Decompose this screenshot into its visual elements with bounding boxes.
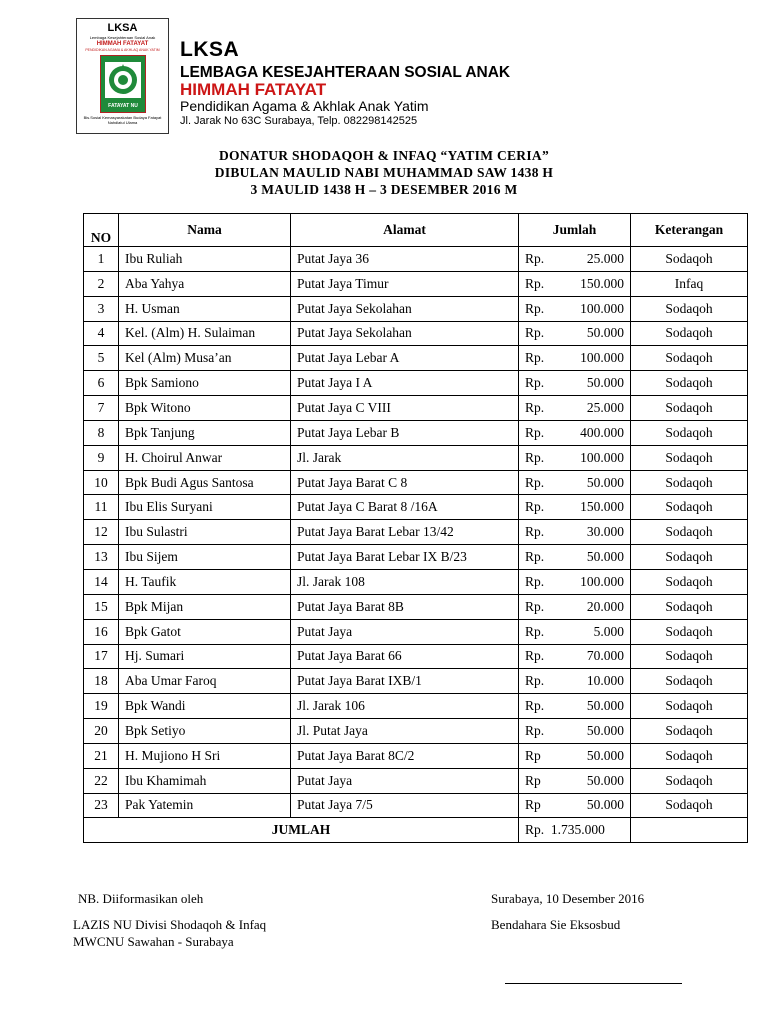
row-currency: Rp. xyxy=(525,722,545,738)
row-keterangan: Sodaqoh xyxy=(631,594,748,619)
row-keterangan: Sodaqoh xyxy=(631,420,748,445)
row-alamat: Putat Jaya C Barat 8 /16A xyxy=(291,495,519,520)
row-alamat: Putat Jaya 36 xyxy=(291,247,519,272)
emblem-label: FATAYAT NU xyxy=(107,103,138,109)
row-keterangan: Sodaqoh xyxy=(631,247,748,272)
row-amount: 150.000 xyxy=(580,275,624,291)
row-amount: 30.000 xyxy=(586,524,624,540)
row-no: 14 xyxy=(84,569,119,594)
row-nama: Ibu Sijem xyxy=(119,545,291,570)
row-amount: 400.000 xyxy=(580,424,624,440)
row-jumlah xyxy=(519,545,631,570)
row-jumlah xyxy=(519,445,631,470)
row-currency: Rp. xyxy=(525,300,545,316)
row-nama: Kel. (Alm) H. Sulaiman xyxy=(119,321,291,346)
row-nama: Aba Umar Faroq xyxy=(119,669,291,694)
row-amount: 50.000 xyxy=(586,698,624,714)
row-currency: Rp. xyxy=(525,573,545,589)
row-alamat: Putat Jaya Lebar B xyxy=(291,420,519,445)
row-jumlah xyxy=(519,495,631,520)
row-nama: Hj. Sumari xyxy=(119,644,291,669)
row-jumlah xyxy=(519,768,631,793)
row-nama: Ibu Khamimah xyxy=(119,768,291,793)
row-currency: Rp. xyxy=(525,524,545,540)
row-jumlah xyxy=(519,420,631,445)
row-amount: 50.000 xyxy=(586,797,624,813)
row-amount: 50.000 xyxy=(586,747,624,763)
row-amount: 100.000 xyxy=(580,300,624,316)
document-date: 3 MAULID 1438 H – 3 DESEMBER 2016 M xyxy=(250,182,518,197)
row-keterangan: Sodaqoh xyxy=(631,346,748,371)
row-nama: Ibu Sulastri xyxy=(119,520,291,545)
row-currency: Rp. xyxy=(525,375,545,391)
row-no: 23 xyxy=(84,793,119,818)
row-no: 11 xyxy=(84,495,119,520)
row-jumlah xyxy=(519,719,631,744)
table-row xyxy=(84,793,748,818)
row-no: 17 xyxy=(84,644,119,669)
row-amount: 70.000 xyxy=(586,648,624,664)
row-no: 9 xyxy=(84,445,119,470)
donor-table xyxy=(83,213,748,843)
row-keterangan: Sodaqoh xyxy=(631,719,748,744)
row-jumlah xyxy=(519,396,631,421)
header-keterangan: Keterangan xyxy=(631,214,748,247)
row-keterangan: Sodaqoh xyxy=(631,371,748,396)
row-alamat: Putat Jaya Timur xyxy=(291,271,519,296)
row-keterangan: Sodaqoh xyxy=(631,644,748,669)
row-jumlah xyxy=(519,644,631,669)
row-jumlah xyxy=(519,296,631,321)
row-currency: Rp. xyxy=(525,549,545,565)
footer-org-line2: MWCNU Sawahan - Surabaya xyxy=(73,934,234,949)
row-amount: 150.000 xyxy=(580,499,624,515)
row-keterangan: Sodaqoh xyxy=(631,619,748,644)
row-amount: 50.000 xyxy=(586,325,624,341)
row-jumlah xyxy=(519,793,631,818)
row-jumlah xyxy=(519,594,631,619)
org-address: Jl. Jarak No 63C Surabaya, Telp. 082298142525 xyxy=(180,115,418,127)
row-keterangan: Sodaqoh xyxy=(631,669,748,694)
total-amount-cell xyxy=(519,818,631,843)
row-nama: Ibu Ruliah xyxy=(119,247,291,272)
row-alamat: Jl. Jarak 106 xyxy=(291,694,519,719)
logo-subtitle: Lembaga Kesejahteraan Sosial Anak xyxy=(89,35,156,40)
document-title: DONATUR SHODAQOH & INFAQ “YATIM CERIA” xyxy=(218,148,550,163)
row-keterangan: Sodaqoh xyxy=(631,520,748,545)
row-no: 20 xyxy=(84,719,119,744)
row-jumlah xyxy=(519,520,631,545)
table-row xyxy=(84,594,748,619)
row-currency: Rp. xyxy=(525,250,545,266)
header-nama: Nama xyxy=(119,214,291,247)
table-row xyxy=(84,669,748,694)
row-currency: Rp. xyxy=(525,399,545,415)
logo-title: LKSA xyxy=(107,22,138,34)
row-nama: H. Mujiono H Sri xyxy=(119,743,291,768)
row-currency: Rp. xyxy=(525,325,545,341)
table-row xyxy=(84,296,748,321)
row-currency: Rp. xyxy=(525,623,545,639)
row-alamat: Putat Jaya Barat Lebar IX B/23 xyxy=(291,545,519,570)
table-row xyxy=(84,619,748,644)
row-no: 7 xyxy=(84,396,119,421)
row-alamat: Putat Jaya Lebar A xyxy=(291,346,519,371)
row-amount: 50.000 xyxy=(586,722,624,738)
row-alamat: Putat Jaya C VIII xyxy=(291,396,519,421)
row-keterangan: Sodaqoh xyxy=(631,569,748,594)
total-row xyxy=(84,818,748,843)
row-jumlah xyxy=(519,743,631,768)
row-amount: 10.000 xyxy=(586,673,624,689)
footer-signer-role: Bendahara Sie Eksosbud xyxy=(491,917,621,932)
row-alamat: Jl. Jarak xyxy=(291,445,519,470)
row-no: 10 xyxy=(84,470,119,495)
row-amount: 100.000 xyxy=(580,350,624,366)
table-row xyxy=(84,247,748,272)
row-nama: Kel (Alm) Musa’an xyxy=(119,346,291,371)
row-no: 19 xyxy=(84,694,119,719)
row-currency: Rp. xyxy=(525,275,545,291)
row-currency: Rp. xyxy=(525,350,545,366)
row-no: 4 xyxy=(84,321,119,346)
header-jumlah: Jumlah xyxy=(519,214,631,247)
row-alamat: Putat Jaya xyxy=(291,768,519,793)
row-alamat: Putat Jaya Barat 66 xyxy=(291,644,519,669)
row-no: 21 xyxy=(84,743,119,768)
row-keterangan: Sodaqoh xyxy=(631,545,748,570)
total-currency: Rp. xyxy=(525,822,545,838)
row-nama: Bpk Tanjung xyxy=(119,420,291,445)
row-currency: Rp xyxy=(525,772,541,788)
row-alamat: Putat Jaya Barat 8B xyxy=(291,594,519,619)
row-amount: 100.000 xyxy=(580,573,624,589)
table-row xyxy=(84,371,748,396)
row-alamat: Putat Jaya Barat Lebar 13/42 xyxy=(291,520,519,545)
row-jumlah xyxy=(519,470,631,495)
row-no: 13 xyxy=(84,545,119,570)
row-nama: Ibu Elis Suryani xyxy=(119,495,291,520)
row-keterangan: Sodaqoh xyxy=(631,793,748,818)
row-currency: Rp. xyxy=(525,424,545,440)
row-currency: Rp xyxy=(525,797,541,813)
row-nama: H. Choirul Anwar xyxy=(119,445,291,470)
row-jumlah xyxy=(519,247,631,272)
table-row xyxy=(84,271,748,296)
row-nama: Bpk Wandi xyxy=(119,694,291,719)
table-row xyxy=(84,445,748,470)
row-jumlah xyxy=(519,271,631,296)
row-alamat: Putat Jaya Barat 8C/2 xyxy=(291,743,519,768)
row-keterangan: Sodaqoh xyxy=(631,495,748,520)
row-amount: 50.000 xyxy=(586,474,624,490)
row-no: 8 xyxy=(84,420,119,445)
row-amount: 5.000 xyxy=(593,623,624,639)
row-amount: 50.000 xyxy=(586,772,624,788)
row-no: 22 xyxy=(84,768,119,793)
row-no: 5 xyxy=(84,346,119,371)
footer-place-date: Surabaya, 10 Desember 2016 xyxy=(491,891,645,906)
table-row xyxy=(84,569,748,594)
row-alamat: Putat Jaya Barat C 8 xyxy=(291,470,519,495)
row-amount: 25.000 xyxy=(586,399,624,415)
table-row xyxy=(84,396,748,421)
row-nama: Bpk Gatot xyxy=(119,619,291,644)
row-alamat: Jl. Putat Jaya xyxy=(291,719,519,744)
table-row xyxy=(84,321,748,346)
row-no: 1 xyxy=(84,247,119,272)
row-currency: Rp xyxy=(525,747,541,763)
row-alamat: Putat Jaya I A xyxy=(291,371,519,396)
table-row xyxy=(84,545,748,570)
table-row xyxy=(84,768,748,793)
document-subtitle: DIBULAN MAULID NABI MUHAMMAD SAW 1438 H xyxy=(214,165,554,180)
row-currency: Rp. xyxy=(525,598,545,614)
table-row xyxy=(84,644,748,669)
row-alamat: Putat Jaya Sekolahan xyxy=(291,296,519,321)
table-row xyxy=(84,743,748,768)
row-keterangan: Sodaqoh xyxy=(631,743,748,768)
row-amount: 50.000 xyxy=(586,549,624,565)
table-header-row xyxy=(84,214,748,247)
row-jumlah xyxy=(519,371,631,396)
row-amount: 20.000 xyxy=(586,598,624,614)
row-no: 6 xyxy=(84,371,119,396)
logo-org-name: HIMMAH FATAYAT xyxy=(96,41,149,47)
row-keterangan: Sodaqoh xyxy=(631,470,748,495)
row-jumlah xyxy=(519,346,631,371)
row-currency: Rp. xyxy=(525,648,545,664)
footer-org-line1: LAZIS NU Divisi Shodaqoh & Infaq xyxy=(73,917,267,932)
org-tagline: Pendidikan Agama & Akhlak Anak Yatim xyxy=(180,98,429,114)
row-keterangan: Sodaqoh xyxy=(631,396,748,421)
row-nama: H. Usman xyxy=(119,296,291,321)
logo-tagline: PENDIDIKAN AGAMA & AKHLAQ ANAK YATIM xyxy=(85,48,160,52)
row-currency: Rp. xyxy=(525,449,545,465)
footer-note: NB. Diiformasikan oleh xyxy=(78,891,204,906)
signature-line xyxy=(505,983,682,984)
org-logo xyxy=(76,18,169,134)
row-nama: Pak Yatemin xyxy=(119,793,291,818)
table-row xyxy=(84,719,748,744)
row-no: 18 xyxy=(84,669,119,694)
row-nama: Bpk Witono xyxy=(119,396,291,421)
row-no: 3 xyxy=(84,296,119,321)
row-alamat: Putat Jaya Sekolahan xyxy=(291,321,519,346)
row-currency: Rp. xyxy=(525,673,545,689)
org-short-name: LKSA xyxy=(180,38,240,61)
row-nama: Bpk Mijan xyxy=(119,594,291,619)
row-jumlah xyxy=(519,569,631,594)
row-nama: Bpk Budi Agus Santosa xyxy=(119,470,291,495)
row-nama: Bpk Setiyo xyxy=(119,719,291,744)
row-jumlah xyxy=(519,669,631,694)
table-row xyxy=(84,420,748,445)
row-no: 16 xyxy=(84,619,119,644)
row-keterangan: Sodaqoh xyxy=(631,694,748,719)
row-keterangan: Infaq xyxy=(631,271,748,296)
row-currency: Rp. xyxy=(525,499,545,515)
org-full-name: LEMBAGA KESEJAHTERAAN SOSIAL ANAK xyxy=(180,64,511,81)
row-amount: 100.000 xyxy=(580,449,624,465)
row-nama: Bpk Samiono xyxy=(119,371,291,396)
org-name: HIMMAH FATAYAT xyxy=(180,80,327,99)
total-ket-cell xyxy=(631,818,748,843)
row-jumlah xyxy=(519,619,631,644)
row-alamat: Putat Jaya 7/5 xyxy=(291,793,519,818)
fatayat-emblem-icon xyxy=(100,55,146,113)
table-row xyxy=(84,520,748,545)
table-row xyxy=(84,346,748,371)
row-keterangan: Sodaqoh xyxy=(631,768,748,793)
row-jumlah xyxy=(519,321,631,346)
row-alamat: Putat Jaya Barat IXB/1 xyxy=(291,669,519,694)
row-alamat: Jl. Jarak 108 xyxy=(291,569,519,594)
table-row xyxy=(84,470,748,495)
header-no: NO xyxy=(84,214,119,247)
logo-footer-text: Bis.Sosial Kemasyarakatan Budaya Fatayat Nahdlatul Ulama xyxy=(83,115,162,125)
row-currency: Rp. xyxy=(525,474,545,490)
row-amount: 25.000 xyxy=(586,250,624,266)
row-alamat: Putat Jaya xyxy=(291,619,519,644)
row-no: 12 xyxy=(84,520,119,545)
total-label: JUMLAH xyxy=(84,818,519,843)
row-keterangan: Sodaqoh xyxy=(631,445,748,470)
header-alamat: Alamat xyxy=(291,214,519,247)
row-nama: Aba Yahya xyxy=(119,271,291,296)
row-keterangan: Sodaqoh xyxy=(631,321,748,346)
row-amount: 50.000 xyxy=(586,375,624,391)
table-row xyxy=(84,495,748,520)
row-no: 15 xyxy=(84,594,119,619)
row-jumlah xyxy=(519,694,631,719)
row-currency: Rp. xyxy=(525,698,545,714)
row-no: 2 xyxy=(84,271,119,296)
total-amount: 1.735.000 xyxy=(550,822,605,838)
row-nama: H. Taufik xyxy=(119,569,291,594)
table-row xyxy=(84,694,748,719)
row-keterangan: Sodaqoh xyxy=(631,296,748,321)
